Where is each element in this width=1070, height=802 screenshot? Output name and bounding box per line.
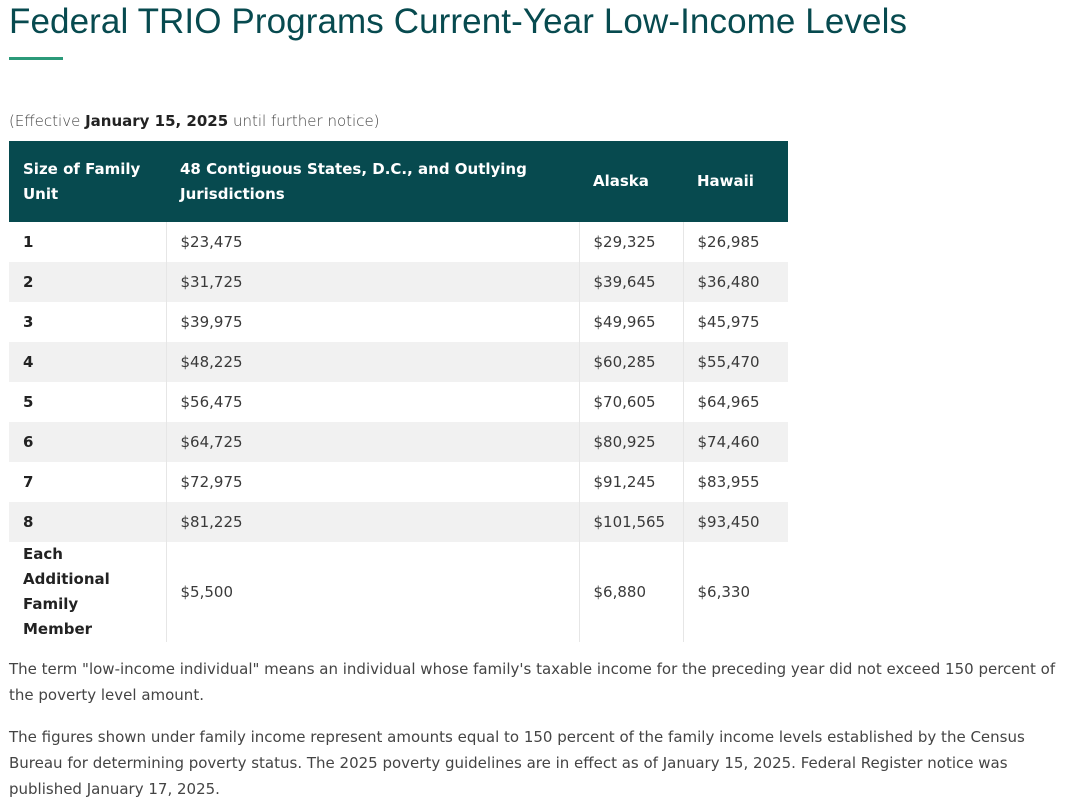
alaska-income-cell: $49,965 <box>579 302 683 342</box>
hawaii-income-cell: $36,480 <box>683 262 788 302</box>
alaska-income-cell: $70,605 <box>579 382 683 422</box>
table-row <box>9 262 788 302</box>
effective-date-note <box>9 111 1064 131</box>
low-income-definition-note: The term "low-income individual" means an individual whose family's taxable income for the preceding year did not exceed 150 percent of the poverty level amount. <box>9 660 1056 704</box>
title-accent-rule <box>9 57 63 60</box>
family-size-cell: 2 <box>9 262 166 302</box>
column-header-family-size: Size of Family Unit <box>9 141 166 222</box>
alaska-income-cell: $29,325 <box>579 222 683 262</box>
alaska-income-cell: $60,285 <box>579 342 683 382</box>
alaska-income-cell: $39,645 <box>579 262 683 302</box>
table-row <box>9 302 788 342</box>
contiguous-income-cell: $64,725 <box>166 422 579 462</box>
table-row <box>9 422 788 462</box>
contiguous-income-cell: $31,725 <box>166 262 579 302</box>
hawaii-income-cell: $55,470 <box>683 342 788 382</box>
column-header-contiguous-states: 48 Contiguous States, D.C., and Outlying Jurisdictions <box>166 141 579 222</box>
contiguous-income-cell: $81,225 <box>166 502 579 542</box>
column-header-hawaii: Hawaii <box>683 141 788 222</box>
hawaii-income-cell: $74,460 <box>683 422 788 462</box>
effective-prefix: (Effective <box>9 112 86 130</box>
table-row <box>9 462 788 502</box>
column-header-alaska: Alaska <box>579 141 683 222</box>
contiguous-income-cell: $39,975 <box>166 302 579 342</box>
effective-date: January 15, 2025 <box>85 112 229 130</box>
family-size-cell: 1 <box>23 233 34 251</box>
hawaii-income-cell: $6,330 <box>683 542 788 642</box>
alaska-income-cell: $80,925 <box>579 422 683 462</box>
table-row <box>9 542 788 642</box>
family-size-cell: 8 <box>9 502 166 542</box>
contiguous-income-cell: $48,225 <box>166 342 579 382</box>
contiguous-income-cell: $56,475 <box>166 382 579 422</box>
hawaii-income-cell: $93,450 <box>683 502 788 542</box>
alaska-income-cell: $6,880 <box>579 542 683 642</box>
family-size-cell: 4 <box>9 342 166 382</box>
family-size-cell: 3 <box>23 313 34 331</box>
effective-suffix: until further notice) <box>228 112 380 130</box>
family-size-cell: 6 <box>9 422 166 462</box>
contiguous-income-cell: $5,500 <box>166 542 579 642</box>
table-row <box>9 222 788 262</box>
contiguous-income-cell: $23,475 <box>166 222 579 262</box>
hawaii-income-cell: $83,955 <box>683 462 788 502</box>
hawaii-income-cell: $45,975 <box>683 302 788 342</box>
contiguous-income-cell: $72,975 <box>166 462 579 502</box>
table-row <box>9 342 788 382</box>
figures-explanation-note: The figures shown under family income represent amounts equal to 150 percent of the family income levels established by the Census Bureau for determining poverty status. The 2025 poverty guidelines are in effect as of January 15, 2025. Federal Register notice was published January 17, 2025. <box>9 728 1025 798</box>
page-title: Federal TRIO Programs Current-Year Low-Income Levels <box>9 2 908 41</box>
alaska-income-cell: $101,565 <box>579 502 683 542</box>
table-row <box>9 382 788 422</box>
family-size-cell: Each Additional Family Member <box>23 545 110 638</box>
hawaii-income-cell: $64,965 <box>683 382 788 422</box>
table-row <box>9 502 788 542</box>
page-content <box>9 0 1064 802</box>
hawaii-income-cell: $26,985 <box>683 222 788 262</box>
table-header-row <box>9 141 788 222</box>
alaska-income-cell: $91,245 <box>579 462 683 502</box>
family-size-cell: 5 <box>23 393 34 411</box>
low-income-levels-table <box>9 141 788 642</box>
family-size-cell: 7 <box>23 473 34 491</box>
